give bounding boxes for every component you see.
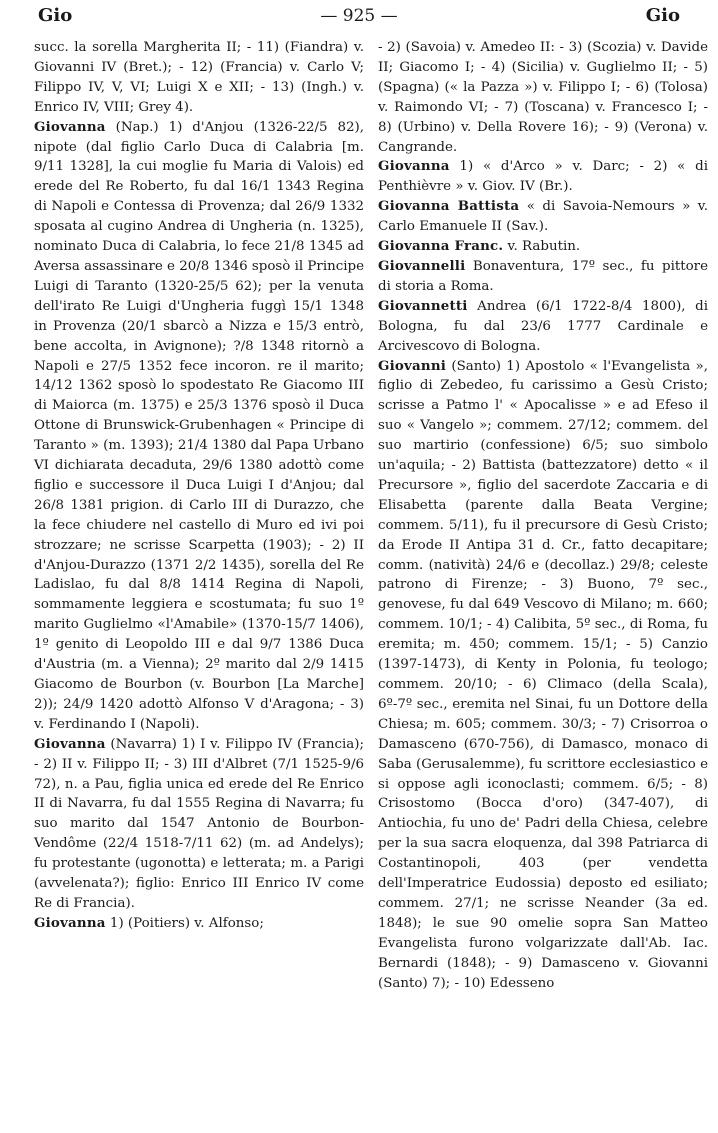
entry bbox=[34, 38, 364, 118]
entry bbox=[34, 914, 364, 934]
page-header bbox=[34, 4, 680, 32]
entry bbox=[378, 297, 708, 357]
entry-headword: Giovanna Battista bbox=[378, 198, 520, 215]
entry-headword: Giovanna bbox=[378, 158, 450, 175]
entry bbox=[378, 38, 708, 157]
entry bbox=[378, 257, 708, 297]
entry-headword: Giovannetti bbox=[378, 297, 468, 314]
entry-text: (Navarra) 1) I v. Filippo IV (Francia); - 2) II v. Filippo II; - 3) III d'Albret (7/1 1525-9/6 72), n. a Pau, figlia unica ed erede del Re Enrico II di Navarra, fu dal 1555 Regina di Navarra; fu suo marito dal 1547 Antonio de Bourbon-Vendôme (22/4 1518-7/11 62) (m. ad Andelys); fu protestante (ugonotta) e letterata; m. a Parigi (avvelenata?); figlio: Enrico III Enrico IV come Re di Francia). bbox=[34, 736, 364, 911]
left-column bbox=[34, 38, 364, 994]
header-left-headword: Gio bbox=[38, 5, 73, 26]
entry-text: (Nap.) 1) d'Anjou (1326-22/5 82), nipote (dal figlio Carlo Duca di Calabria [m. 9/11 1328], la cui moglie fu Maria di Valois) ed erede del Re Roberto, fu dal 16/1 1343 Regina di Napoli e Contessa di Provenza; dal 26/9 1332 sposata al cugino Andrea di Ungheria (n. 1325), nominato Duca di Calabria, lo fece 21/8 1345 ad Aversa assassinare e 20/8 1346 sposò il Principe Luigi di Taranto (1320-25/5 62); per la venuta dell'irato Re Luigi d'Ungheria fuggì 15/1 1348 in Provenza (20/1 sbarcò a Nizza e 15/3 entrò, bene accolta, in Avignone); ?/8 1348 ritornò a Napoli e 27/5 1352 fece incoron. re il marito; 14/12 1362 sposò lo spodestato Re Giacomo III di Maiorca (m. 1375) e 25/3 1376 sposò il Duca Ottone di Brunswick-Grubenhagen « Principe di Taranto » (m. 1393); 21/4 1380 dal Papa Urbano VI dichiarata decaduta, 29/6 1380 adottò come figlio e successore il Duca Luigi I d'Anjou; dal 26/8 1381 prigion. di Carlo III di Durazzo, che la fece chiudere nel castello di Muro ed ivi poi strozzare; ne scrisse Scarpetta (1903); - 2) II d'Anjou-Durazzo (1371 2/2 1435), sorella del Re Ladislao, fu dal 8/8 1414 Regina di Napoli, sommamente leggiera e scostumata; fu suo 1º marito Guglielmo «l'Amabile» (1370-15/7 1406), 1º genito di Leopoldo III e dal 9/7 1386 Duca d'Austria (m. a Vienna); 2º marito dal 2/9 1415 Giacomo de Bourbon (v. Bourbon [La Marche] 2)); 24/9 1420 adottò Alfonso V d'Aragona; - 3) v. Ferdinando I (Napoli). bbox=[34, 119, 365, 732]
entry-text: « di Savoia-Nemours » v. Carlo Emanuele II (Sav.). bbox=[378, 199, 708, 235]
header-right-headword: Gio bbox=[645, 5, 680, 26]
entry-text: 1) « d'Arco » v. Darc; - 2) « di Penthièvre » v. Giov. IV (Br.). bbox=[378, 159, 708, 195]
right-column bbox=[378, 38, 708, 994]
entry-text: - 2) (Savoia) v. Amedeo II: - 3) (Scozia) v. Davide II; Giacomo I; - 4) (Sicilia) v. Guglielmo II; - 5) (Spagna) (« la Pazza ») v. Filippo I; - 6) (Tolosa) v. Raimondo VI; - 7) (Toscana) v. Francesco I; - 8) (Urbino) v. Della Rovere 16); - 9) (Verona) v. Cangrande. bbox=[378, 40, 708, 155]
entry-text: (Santo) 1) Apostolo « l'Evangelista », figlio di Zebedeo, fu carissimo a Gesù Cristo; scrisse a Patmo l' « Apocalisse » e ad Efeso il suo « Vangelo »; commem. 27/12; commem. del suo martirio (confessione) 6/5; suo simbolo un'aquila; - 2) Battista (battezzatore) detto « il Precursore », figlio del sacerdote Zaccaria e di Elisabetta (parente dalla Beata Vergine; commem. 5/11), fu il precursore di Gesù Cristo; da Erode II Antipa 31 d. Cr., fatto decapitare; comm. (natività) 24/6 e (decollaz.) 29/8; celeste patrono di Firenze; - 3) Buono, 7º sec., genovese, fu dal 649 Vescovo di Milano; m. 660; commem. 10/1; - 4) Calibita, 5º sec., di Roma, fu eremita; m. 450; commem. 15/1; - 5) Canzio (1397-1473), di Kenty in Polonia, fu teologo; commem. 20/10; - 6) Climaco (della Scala), 6º-7º sec., eremita nel Sinai, fu un Dottore della Chiesa; m. 605; commem. 30/3; - 7) Crisorroa o Damasceno (670-756), di Damasco, monaco di Saba (Gerusalemme), fu scrittore ecclesiastico e si oppose agli iconoclasti; commem. 6/5; - 8) Crisostomo (Bocca d'oro) (347-407), di Antiochia, fu uno de' Padri della Chiesa, celebre per la sua sacra eloquenza, dal 398 Patriarca di Costantinopoli, 403 (per vendetta dell'Imperatrice Eudossia) deposto ed esiliato; commem. 27/1; ne scrisse Neander (3a ed. 1848); le sue 90 omelie sopra San Matteo Evangelista furono volgarizzate dall'Ab. Iac. Bernardi (1848); - 9) Damasceno v. Giovanni (Santo) 7); - 10) Edesseno bbox=[378, 358, 708, 991]
entry bbox=[378, 157, 708, 197]
entry-headword: Giovanna bbox=[34, 118, 106, 135]
entry-headword: Giovanna bbox=[34, 914, 106, 931]
entry-headword: Giovanna bbox=[34, 735, 106, 752]
page-number: — 925 — bbox=[320, 6, 398, 26]
entry-text: 1) (Poitiers) v. Alfonso; bbox=[105, 915, 264, 931]
entry-headword: Giovanna Franc. bbox=[378, 238, 504, 255]
entry-text: v. Rabutin. bbox=[503, 239, 581, 255]
entry bbox=[34, 118, 364, 735]
entry-headword: Giovannelli bbox=[378, 257, 466, 274]
entry-text: succ. la sorella Margherita II; - 11) (Fiandra) v. Giovanni IV (Bret.); - 12) (Francia) v. Carlo V; Filippo IV, V, VI; Luigi X e XII; - 13) (Ingh.) v. Enrico IV, VIII; Grey 4). bbox=[34, 40, 364, 115]
entry-headword: Giovanni bbox=[378, 357, 447, 374]
text-columns bbox=[34, 38, 708, 994]
entry-text: Andrea (6/1 1722-8/4 1800), di Bologna, fu dal 23/6 1777 Cardinale e Arcivescovo di Bologna. bbox=[378, 298, 708, 354]
entry-text: Bonaventura, 17º sec., fu pittore di storia a Roma. bbox=[378, 258, 708, 294]
entry bbox=[378, 197, 708, 237]
entry bbox=[378, 357, 708, 994]
entry bbox=[378, 237, 708, 257]
entry bbox=[34, 735, 364, 914]
